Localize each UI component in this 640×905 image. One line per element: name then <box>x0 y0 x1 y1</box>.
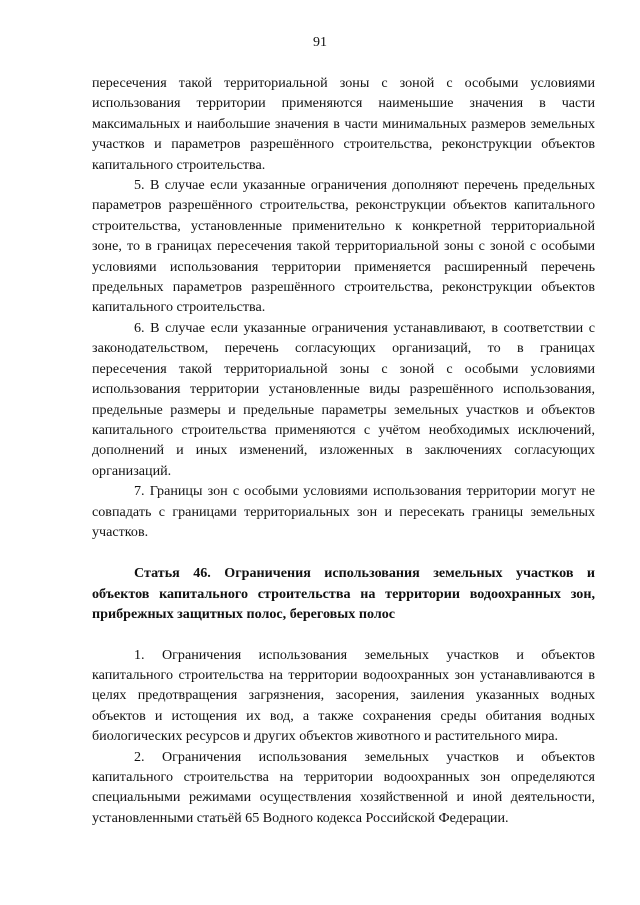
article-paragraph-2: 2. Ограничения использования земельных участков и объектов капитального строительства на территории водоохранных зон определяются специальными режимами осуществления хозяйственной и иной деятельности, установленными статьёй 65 Водного кодекса Российской Федерации. <box>92 748 595 826</box>
document-body <box>92 73 595 828</box>
article-heading: Статья 46. Ограничения использования земельных участков и объектов капитального строительства на территории водоохранных зон, прибрежных защитных полос, береговых полос <box>92 565 595 623</box>
paragraph-item-7: 7. Границы зон с особыми условиями использования территории могут не совпадать с границами территориальных зон и пересекать границы земельных участков. <box>92 483 595 540</box>
paragraph-continuation: пересечения такой территориальной зоны с зоной с особыми условиями использования территории применяются наименьшие значения в части максимальных и наибольшие значения в части минимальных размеров земельных участков и параметров разрешённого строительства, реконструкции объектов капитального строительства. <box>92 75 595 173</box>
paragraph-item-5: 5. В случае если указанные ограничения дополняют перечень предельных параметров разрешённого строительства, реконструкции объектов капитального строительства, установленные применительно к конкретной территориальной зоне, то в границах пересечения такой территориальной зоны с зоной с особыми условиями использования территории применяется расширенный перечень предельных параметров разрешённого строительства, реконструкции объектов капитального строительства. <box>92 177 595 316</box>
paragraph-item-6: 6. В случае если указанные ограничения устанавливают, в соответствии с законодательством, перечень согласующих организаций, то в границах пересечения такой территориальной зоны с зоной с особыми условиями использования территории установленные виды разрешённого использования, предельные размеры и предельные параметры земельных участков и объектов капитального строительства применяются с учётом необходимых исключений, дополнений и иных изменений, изложенных в заключениях согласующих организаций. <box>92 319 595 479</box>
page-number: 91 <box>313 35 327 50</box>
article-paragraph-1: 1. Ограничения использования земельных участков и объектов капитального строительства на территории водоохранных зон устанавливаются в целях предотвращения загрязнения, засорения, заиления указанных водных объектов и истощения их вод, а также сохранения среды обитания водных биологических ресурсов и других объектов животного и растительного мира. <box>92 646 595 745</box>
